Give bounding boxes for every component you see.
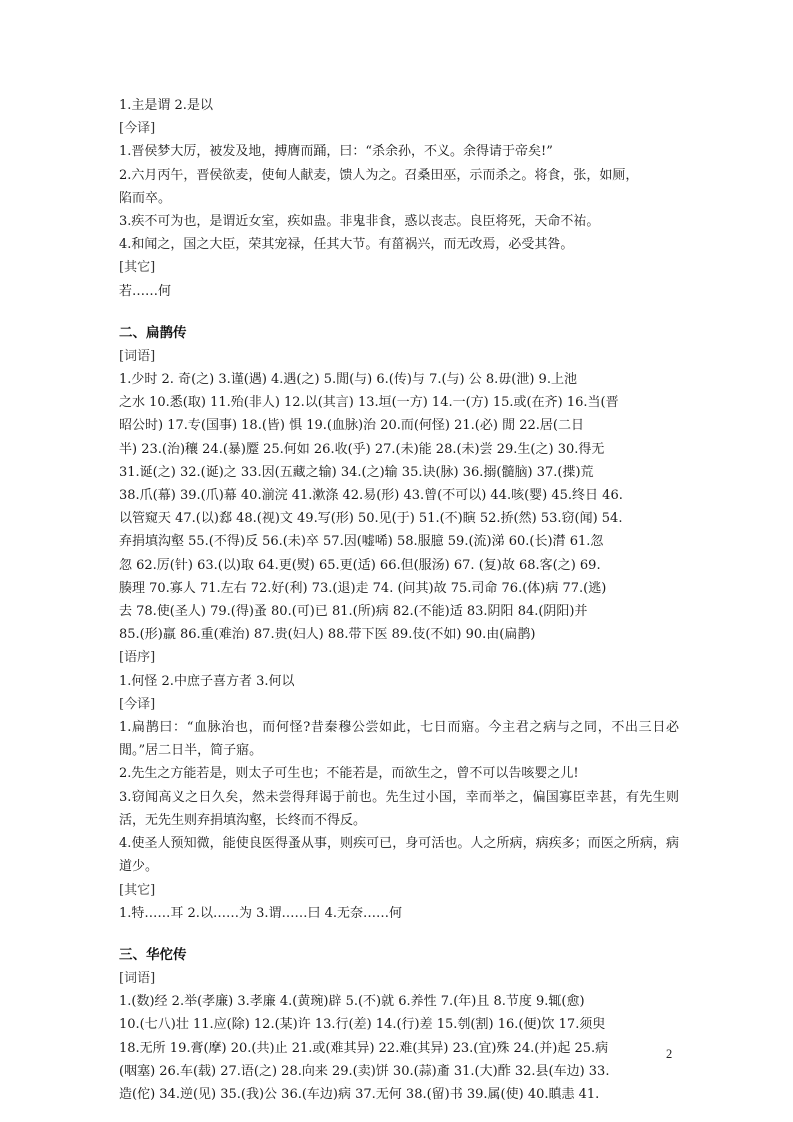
section-huatuo — [119, 944, 679, 1106]
subsection-label: [词语] — [119, 348, 156, 364]
vocab-line: 31.诞(之) 32.(诞)之 33.因(五藏之输) 34.(之)输 35.诀(脉) 36.搦(髓脑) 37.(揲)荒 — [119, 464, 594, 480]
text-line: 4.和闻之，国之大臣，荣其宠禄，任其大节。有菑祸兴，而无改焉，必受其咎。 — [119, 237, 574, 253]
vocab-line: 10.(七八)壮 11.应(除) 12.(某)许 13.行(差) 14.(行)差 15.刳(割) 16.(便)饮 17.须臾 — [119, 1017, 606, 1033]
section-heading: 二、扁鹊传 — [119, 324, 187, 341]
text-line: 陷而卒。 — [119, 190, 172, 206]
subsection-label: [语序] — [119, 650, 156, 666]
vocab-line: (咽塞) 26.车(载) 27.语(之) 28.向来 29.(卖)饼 30.(蒜)齑 31.(大)酢 32.县(车边) 33. — [119, 1063, 610, 1079]
text-line: 2.六月丙午，晋侯欲麦，使甸人献麦，馈人为之。召桑田巫，示而杀之。将食，张，如厕， — [119, 167, 639, 183]
vocab-line: 85.(形)羸 86.重(难治) 87.贵(妇人) 88.带下医 89.伎(不如) 90.由(扁鹊) — [119, 627, 536, 643]
subsection-label: [其它] — [119, 260, 156, 276]
subsection-label: [词语] — [119, 970, 156, 986]
text-line: 1.特……耳 2.以……为 3.谓……曰 4.无奈……何 — [119, 905, 403, 921]
vocab-line: 腠理 70.寡人 71.左右 72.好(利) 73.(退)走 74. (问其)故 75.司命 76.(体)病 77.(逃) — [119, 580, 607, 596]
section-zuozhuan-continued — [119, 94, 679, 303]
vocab-line: 造(佗) 34.逆(见) 35.(我)公 36.(车边)病 37.无何 38.(留)书 39.属(使) 40.瞋恚 41. — [119, 1086, 600, 1102]
text-line: 1.晋侯梦大厉，被发及地，搏膺而踊，曰：“杀余孙，不义。余得请于帝矣!” — [119, 144, 553, 160]
vocab-line: 昭公时) 17.专(国事) 18.(皆) 惧 19.(血脉)治 20.而(何怪) 21.(必) 閒 22.居(二日 — [119, 418, 584, 434]
subsection-label: [今译] — [119, 696, 156, 712]
text-line: 若……何 — [119, 283, 172, 299]
translation-paragraph: 4.使圣人预知微，能使良医得蚤从事，则疾可已，身可活也。人之所病，病疾多；而医之所病，病道少。 — [119, 836, 679, 875]
text-line: 3.疾不可为也，是谓近女室，疾如蛊。非鬼非食，惑以丧志。良臣将死，天命不祐。 — [119, 214, 600, 230]
vocab-line: 1.(数)经 2.举(孝廉) 3.孝廉 4.(黄琬)辟 5.(不)就 6.养性 7.(年)且 8.节度 9.辄(愈) — [119, 994, 585, 1010]
translation-paragraph: 3.窃闻高义之日久矣，然未尝得拜谒于前也。先生过小国，幸而举之，偏国寡臣幸甚，有先生则活，无先生则弃捐填沟壑，长终而不得反。 — [119, 789, 679, 828]
vocab-line: 38.爪(幕) 39.(爪)幕 40.湔浣 41.漱涤 42.易(形) 43.曾(不可以) 44.咳(婴) 45.终日 46. — [119, 488, 623, 504]
vocab-line: 半) 23.(治)穰 24.(暴)蹷 25.何如 26.收(乎) 27.(未)能 28.(未)尝 29.生(之) 30.得无 — [119, 441, 605, 457]
page-number: 2 — [666, 1047, 673, 1061]
vocab-line: 之水 10.悉(取) 11.殆(非人) 12.以(其言) 13.垣(一方) 14.一(方) 15.或(在齐) 16.当(晋 — [119, 395, 619, 411]
text-line: 1.主是谓 2.是以 — [119, 98, 213, 113]
vocab-line: 去 78.使(圣人) 79.(得)蚤 80.(可)已 81.(所)病 82.(不能)适 83.阴阳 84.(阴阳)并 — [119, 604, 588, 620]
vocab-line: 18.无所 19.膏(摩) 20.(共)止 21.或(难其异) 22.难(其异) 23.(宜)殊 24.(并)起 25.病 — [119, 1040, 609, 1056]
vocab-line: 以管窥天 47.(以)郄 48.(视)文 49.写(形) 50.见(于) 51.(不)瞚 52.挢(然) 53.窃(闻) 54. — [119, 511, 623, 527]
translation-paragraph: 2.先生之方能若是，则太子可生也；不能若是，而欲生之，曾不可以告咳婴之儿! — [119, 766, 579, 782]
page-content — [119, 94, 679, 1106]
text-line: 1.何怪 2.中庶子喜方者 3.何以 — [119, 673, 295, 689]
vocab-line: 忽 62.厉(针) 63.(以)取 64.更(熨) 65.更(适) 66.但(服汤) 67. (复)故 68.客(之) 69. — [119, 557, 601, 573]
subsection-label: [其它] — [119, 882, 156, 898]
translation-paragraph: 1.扁鹊曰：“血脉治也，而何怪?昔秦穆公尝如此，七日而寤。今主君之病与之同，不出三日必閒。”居二日半，简子寤。 — [119, 720, 679, 759]
vocab-line: 1.少时 2. 奇(之) 3.谨(遇) 4.遇(之) 5.閒(与) 6.(传)与 7.(与) 公 8.毋(泄) 9.上池 — [119, 372, 577, 388]
section-heading: 三、华佗传 — [119, 946, 187, 963]
section-bianque — [119, 322, 679, 925]
subsection-label: [今译] — [119, 121, 156, 137]
vocab-line: 弃捐填沟壑 55.(不得)反 56.(未)卒 57.因(嘘唏) 58.服臆 59.(流)涕 60.(长)潸 61.忽 — [119, 534, 604, 550]
